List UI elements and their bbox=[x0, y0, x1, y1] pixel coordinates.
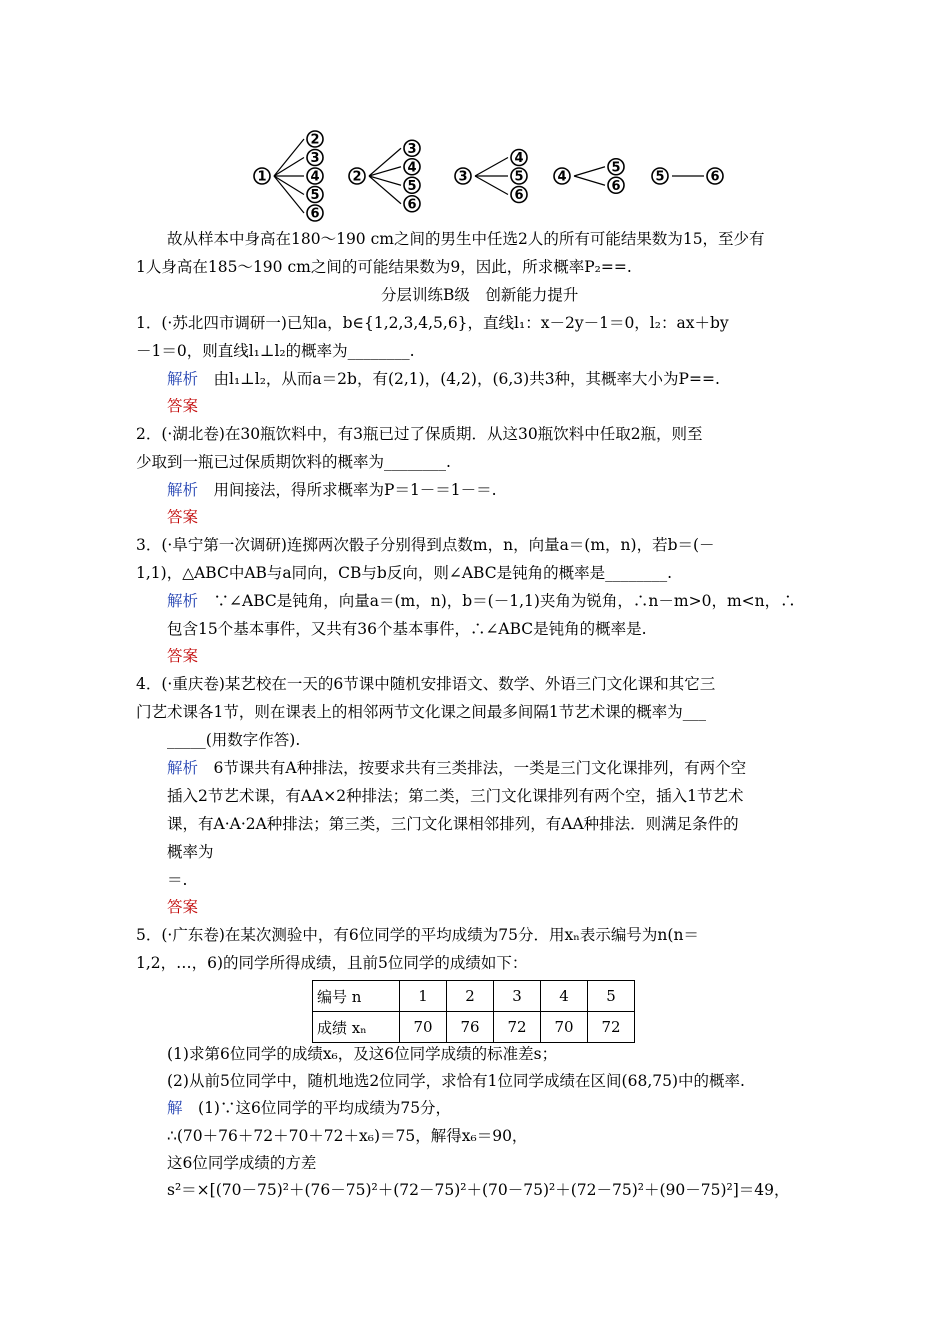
table-header-id: 编号 n bbox=[313, 981, 400, 1012]
q2-answer-label: 答案 bbox=[167, 508, 199, 526]
table-row bbox=[313, 981, 635, 1012]
tree-edge bbox=[475, 158, 508, 177]
q5-solution-4: s²＝×[(70－75)²＋(76－75)²＋(72－75)²＋(70－75)²＋(72－75)²＋(90－75)²]＝49， bbox=[167, 1181, 790, 1199]
tree-edge bbox=[574, 176, 605, 185]
tree-leaf-node-label: 5 bbox=[310, 188, 320, 203]
tree-leaf-node-label: 6 bbox=[407, 197, 417, 213]
tree-leaf-node-label: 5 bbox=[611, 160, 621, 176]
table-header-score: 成绩 xₙ bbox=[313, 1012, 400, 1043]
table-cell: 70 bbox=[400, 1012, 447, 1043]
analysis-label: 解析 bbox=[167, 592, 199, 610]
analysis-label: 解析 bbox=[167, 759, 199, 777]
tree-leaf-node-label: 4 bbox=[514, 151, 524, 166]
q4-analysis-2: 插入2节艺术课，有AA×2种排法；第二类，三门文化课排列有两个空，插入1节艺术 bbox=[167, 787, 744, 805]
q1-analysis bbox=[167, 369, 720, 389]
q5-line-1: 5．(·广东卷)在某次测验中，有6位同学的平均成绩为75分．用xₙ表示编号为n(n＝ bbox=[136, 926, 699, 944]
section-title: 分层训练B级 创新能力提升 bbox=[381, 286, 579, 304]
q2-analysis-text: 用间接法，得所求概率为P＝1－＝1－＝. bbox=[198, 481, 497, 499]
q5-solution-3: 这6位同学成绩的方差 bbox=[167, 1154, 317, 1172]
q5-part-2: (2)从前5位同学中，随机地选2位同学，求恰有1位同学成绩在区间(68,75)中的概率. bbox=[167, 1072, 745, 1090]
q1-analysis-text: 由l₁⊥l₂，从而a＝2b，有(2,1)，(4,2)，(6,3)共3种，其概率大小为P==. bbox=[198, 370, 720, 388]
table-cell: 5 bbox=[588, 981, 635, 1012]
q4-analysis-1 bbox=[167, 758, 746, 778]
q3-analysis-1 bbox=[167, 591, 796, 611]
tree-leaf-node-label: 6 bbox=[514, 188, 524, 203]
tree-edge bbox=[574, 167, 605, 176]
tree-root-node-label: 3 bbox=[458, 169, 468, 185]
tree-leaf-node-label: 2 bbox=[310, 132, 320, 148]
tree-leaf-node-label: 5 bbox=[514, 169, 524, 185]
q5-part-1: (1)求第6位同学的成绩x₆，及这6位同学成绩的标准差s； bbox=[167, 1045, 558, 1063]
q5-solution-2: ∴(70＋76＋72＋70＋72＋x₆)＝75，解得x₆＝90， bbox=[167, 1127, 528, 1145]
tree-leaf-node-label: 3 bbox=[310, 151, 320, 166]
table-cell: 4 bbox=[541, 981, 588, 1012]
tree-edge bbox=[274, 158, 304, 177]
q5-line-2: 1,2，…，6)的同学所得成绩，且前5位同学的成绩如下： bbox=[136, 954, 528, 972]
table-cell: 72 bbox=[588, 1012, 635, 1043]
q1-line-2: －1＝0，则直线l₁⊥l₂的概率为________. bbox=[136, 342, 415, 360]
tree-leaf-node-label: 4 bbox=[310, 169, 320, 185]
q2-line-2: 少取到一瓶已过保质期饮料的概率为________. bbox=[136, 453, 451, 471]
tree-edge bbox=[274, 176, 304, 213]
q3-analysis-2: 包含15个基本事件，又共有36个基本事件，∴∠ABC是钝角的概率是. bbox=[167, 620, 647, 638]
tree-leaf-node-label: 4 bbox=[407, 160, 417, 176]
q4-analysis-text-1: 6节课共有A种排法，按要求共有三类排法，一类是三门文化课排列，有两个空 bbox=[198, 759, 747, 777]
q1-line-1: 1．(·苏北四市调研一)已知a，b∈{1,2,3,4,5,6}，直线l₁：x－2y－1＝0，l₂：ax＋by bbox=[136, 314, 729, 332]
q3-line-2: 1,1)，△ABC中AB与a同向，CB与b反向，则∠ABC是钝角的概率是________. bbox=[136, 564, 672, 582]
q4-line-2: 门艺术课各1节，则在课表上的相邻两节文化课之间最多间隔1节艺术课的概率为___ bbox=[136, 703, 706, 721]
combination-tree-diagram bbox=[245, 128, 735, 224]
q2-analysis bbox=[167, 480, 497, 500]
tree-root-node-label: 4 bbox=[557, 169, 567, 185]
tree-leaf-node-label: 6 bbox=[310, 206, 320, 222]
table-cell: 70 bbox=[541, 1012, 588, 1043]
table-cell: 3 bbox=[494, 981, 541, 1012]
tree-edge bbox=[274, 139, 304, 176]
intro-line-1: 故从样本中身高在180～190 cm之间的男生中任选2人的所有可能结果数为15，至少有 bbox=[167, 230, 765, 248]
analysis-label: 解析 bbox=[167, 481, 199, 499]
tree-edge bbox=[274, 176, 304, 195]
analysis-label: 解析 bbox=[167, 370, 199, 388]
tree-leaf-node-label: 5 bbox=[407, 178, 417, 194]
tree-leaf-node-label: 3 bbox=[407, 141, 417, 157]
q4-analysis-5: ＝. bbox=[167, 871, 188, 889]
tree-root-node-label: 2 bbox=[352, 169, 362, 185]
table-cell: 1 bbox=[400, 981, 447, 1012]
q3-answer-label: 答案 bbox=[167, 647, 199, 665]
table-row bbox=[313, 1012, 635, 1043]
q5-solution-text-1: (1)∵这6位同学的平均成绩为75分， bbox=[182, 1099, 452, 1117]
scores-table bbox=[312, 980, 635, 1043]
q3-analysis-text-1: ∵∠ABC是钝角，向量a＝(m，n)，b＝(－1,1)夹角为锐角，∴n－m>0，m<n，∴ bbox=[198, 592, 796, 610]
tree-leaf-node-label: 6 bbox=[710, 169, 720, 185]
q5-solution-1 bbox=[167, 1098, 451, 1118]
intro-line-2: 1人身高在185～190 cm之间的可能结果数为9，因此，所求概率P₂==. bbox=[136, 258, 632, 276]
tree-root-node-label: 5 bbox=[655, 169, 665, 185]
table-cell: 2 bbox=[447, 981, 494, 1012]
q4-analysis-3: 课，有A·A·2A种排法；第三类，三门文化课相邻排列，有AA种排法．则满足条件的 bbox=[167, 815, 739, 833]
q4-line-1: 4．(·重庆卷)某艺校在一天的6节课中随机安排语文、数学、外语三门文化课和其它三 bbox=[136, 675, 716, 693]
q1-answer-label: 答案 bbox=[167, 397, 199, 415]
tree-leaf-node-label: 6 bbox=[611, 178, 621, 194]
tree-root-node-label: 1 bbox=[257, 169, 267, 185]
table-cell: 76 bbox=[447, 1012, 494, 1043]
table-cell: 72 bbox=[494, 1012, 541, 1043]
q4-line-3: _____(用数字作答). bbox=[167, 731, 301, 749]
solution-label: 解 bbox=[167, 1099, 183, 1117]
q4-answer-label: 答案 bbox=[167, 898, 199, 916]
q2-line-1: 2．(·湖北卷)在30瓶饮料中，有3瓶已过了保质期．从这30瓶饮料中任取2瓶，则至 bbox=[136, 425, 703, 443]
tree-edge bbox=[475, 176, 508, 195]
q4-analysis-4: 概率为 bbox=[167, 843, 214, 861]
q3-line-1: 3．(·阜宁第一次调研)连掷两次骰子分别得到点数m，n，向量a＝(m，n)，若b＝(－ bbox=[136, 536, 715, 554]
